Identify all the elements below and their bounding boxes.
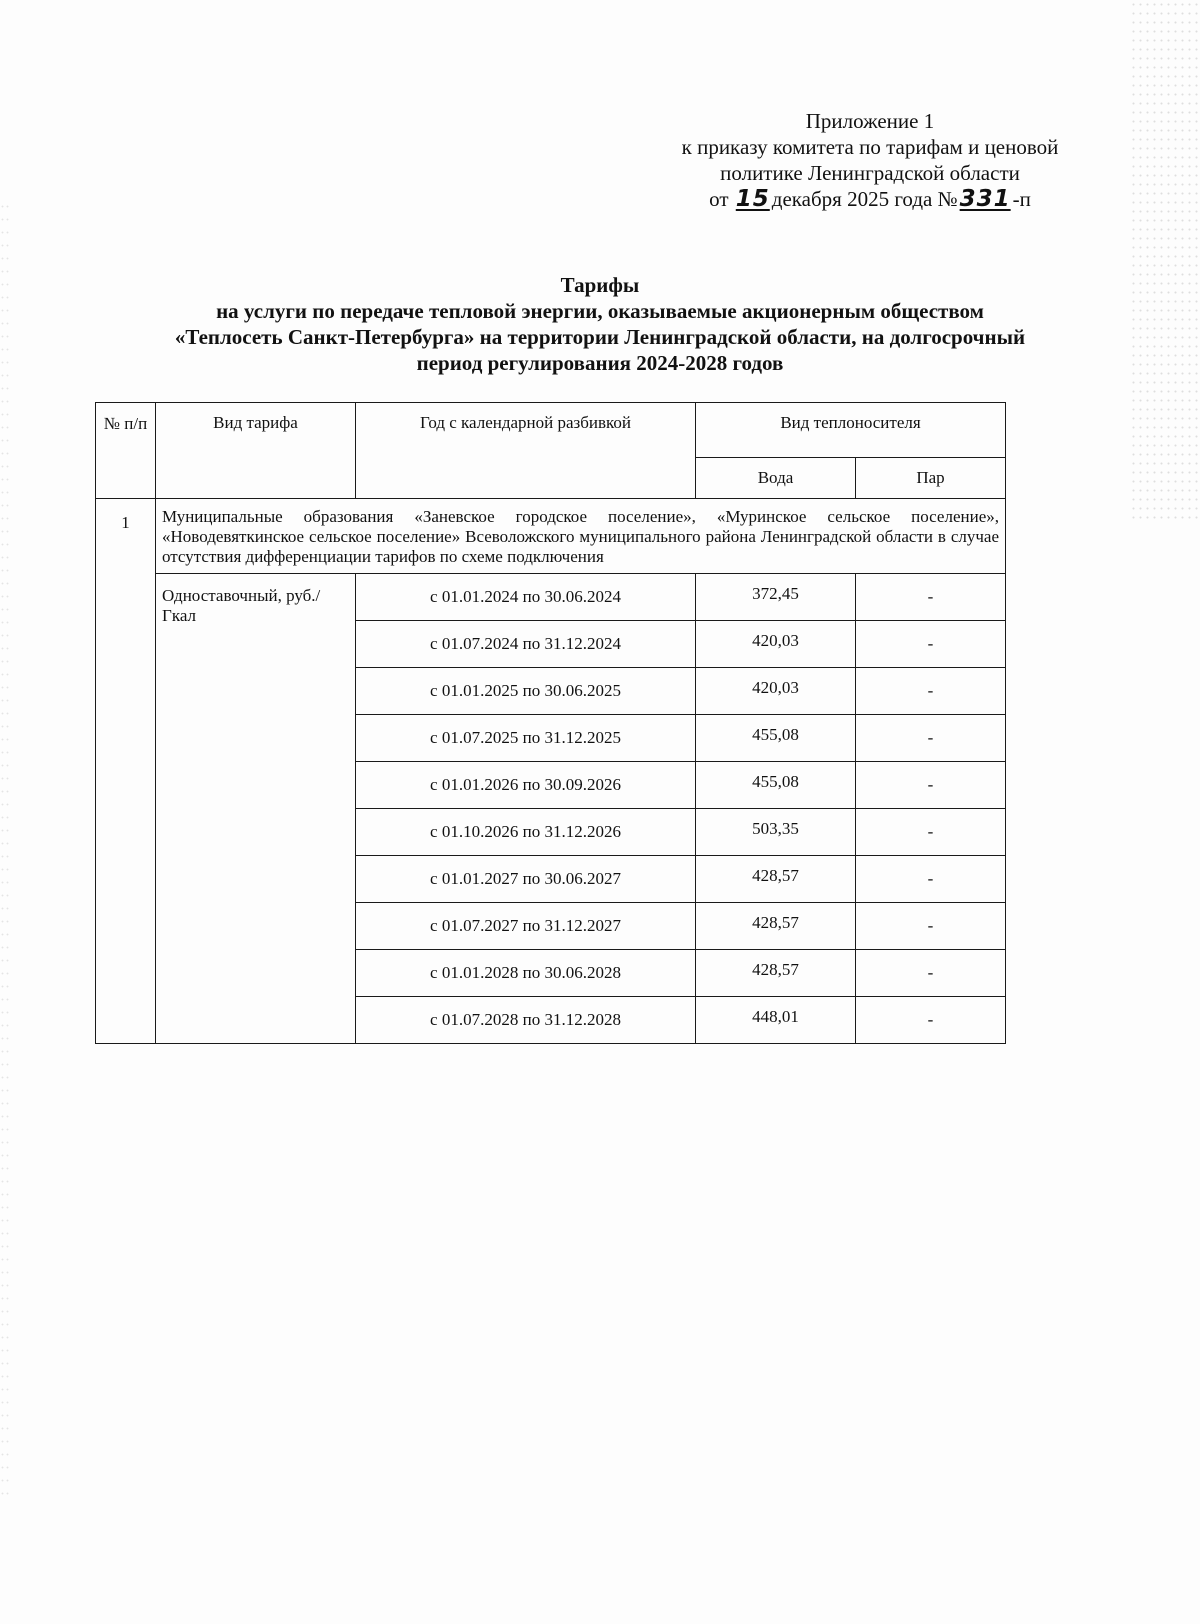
group-description: Муниципальные образования «Заневское городское поселение», «Муринское сельское поселение», «Новодевяткинское сельское поселение» Всеволожского муниципального района Ленинградской области в случае отсутствия дифференциации тарифов по схеме подключения (156, 499, 1006, 574)
water-value-cell: 372,45 (696, 574, 856, 621)
period-cell: с 01.01.2027 по 30.06.2027 (356, 856, 696, 903)
steam-value-cell: - (856, 997, 1006, 1044)
steam-value-cell: - (856, 574, 1006, 621)
appendix-order-line: к приказу комитета по тарифам и ценовой (681, 135, 1059, 159)
water-value-cell: 428,57 (696, 903, 856, 950)
water-value-cell: 455,08 (696, 715, 856, 762)
header-number: № п/п (96, 403, 156, 499)
appendix-date-line (640, 186, 1100, 212)
steam-value-cell: - (856, 903, 1006, 950)
appendix-title: Приложение 1 (805, 109, 935, 133)
steam-value-cell: - (856, 621, 1006, 668)
water-value-cell: 503,35 (696, 809, 856, 856)
date-prefix: от (709, 187, 729, 211)
water-value-cell: 428,57 (696, 950, 856, 997)
water-value-cell: 420,03 (696, 621, 856, 668)
period-cell: с 01.01.2026 по 30.09.2026 (356, 762, 696, 809)
header-steam: Пар (856, 458, 1006, 499)
steam-value-cell: - (856, 668, 1006, 715)
period-cell: с 01.07.2025 по 31.12.2025 (356, 715, 696, 762)
steam-value-cell: - (856, 856, 1006, 903)
water-value-cell: 420,03 (696, 668, 856, 715)
period-cell: с 01.07.2024 по 31.12.2024 (356, 621, 696, 668)
water-value-cell: 455,08 (696, 762, 856, 809)
tariff-type-cell: Одноставочный, руб./Гкал (156, 574, 356, 1044)
table-body (96, 499, 1006, 1044)
steam-value-cell: - (856, 809, 1006, 856)
document-title (90, 272, 1110, 376)
period-cell: с 01.01.2028 по 30.06.2028 (356, 950, 696, 997)
scan-noise-left (0, 200, 10, 1500)
period-cell: с 01.07.2027 по 31.12.2027 (356, 903, 696, 950)
appendix-header (640, 108, 1100, 212)
title-line-4: период регулирования 2024-2028 годов (416, 351, 784, 375)
water-value-cell: 448,01 (696, 997, 856, 1044)
header-tariff-type: Вид тарифа (156, 403, 356, 499)
scan-noise-right (1130, 0, 1200, 520)
header-heat-carrier: Вид теплоносителя (696, 403, 1006, 458)
header-period: Год с календарной разбивкой (356, 403, 696, 499)
title-line-2: на услуги по передаче тепловой энергии, оказываемые акционерным обществом (216, 299, 984, 323)
period-cell: с 01.01.2024 по 30.06.2024 (356, 574, 696, 621)
date-middle: декабря 2025 года № (771, 187, 958, 211)
water-value-cell: 428,57 (696, 856, 856, 903)
title-line-3: «Теплосеть Санкт-Петербурга» на территории Ленинградской области, на долгосрочный (174, 325, 1026, 349)
tariff-table (95, 402, 1006, 1044)
steam-value-cell: - (856, 762, 1006, 809)
group-row (96, 499, 1006, 574)
period-cell: с 01.10.2026 по 31.12.2026 (356, 809, 696, 856)
order-number-suffix: -п (1012, 187, 1031, 211)
title-line-1: Тарифы (560, 273, 640, 297)
group-number: 1 (96, 499, 156, 1044)
handwritten-order-number: 331 (959, 186, 1011, 212)
period-cell: с 01.01.2025 по 30.06.2025 (356, 668, 696, 715)
table-row (96, 574, 1006, 621)
period-cell: с 01.07.2028 по 31.12.2028 (356, 997, 696, 1044)
appendix-committee-line: политике Ленинградской области (720, 161, 1020, 185)
header-water: Вода (696, 458, 856, 499)
steam-value-cell: - (856, 715, 1006, 762)
steam-value-cell: - (856, 950, 1006, 997)
handwritten-day: 15 (735, 186, 770, 212)
